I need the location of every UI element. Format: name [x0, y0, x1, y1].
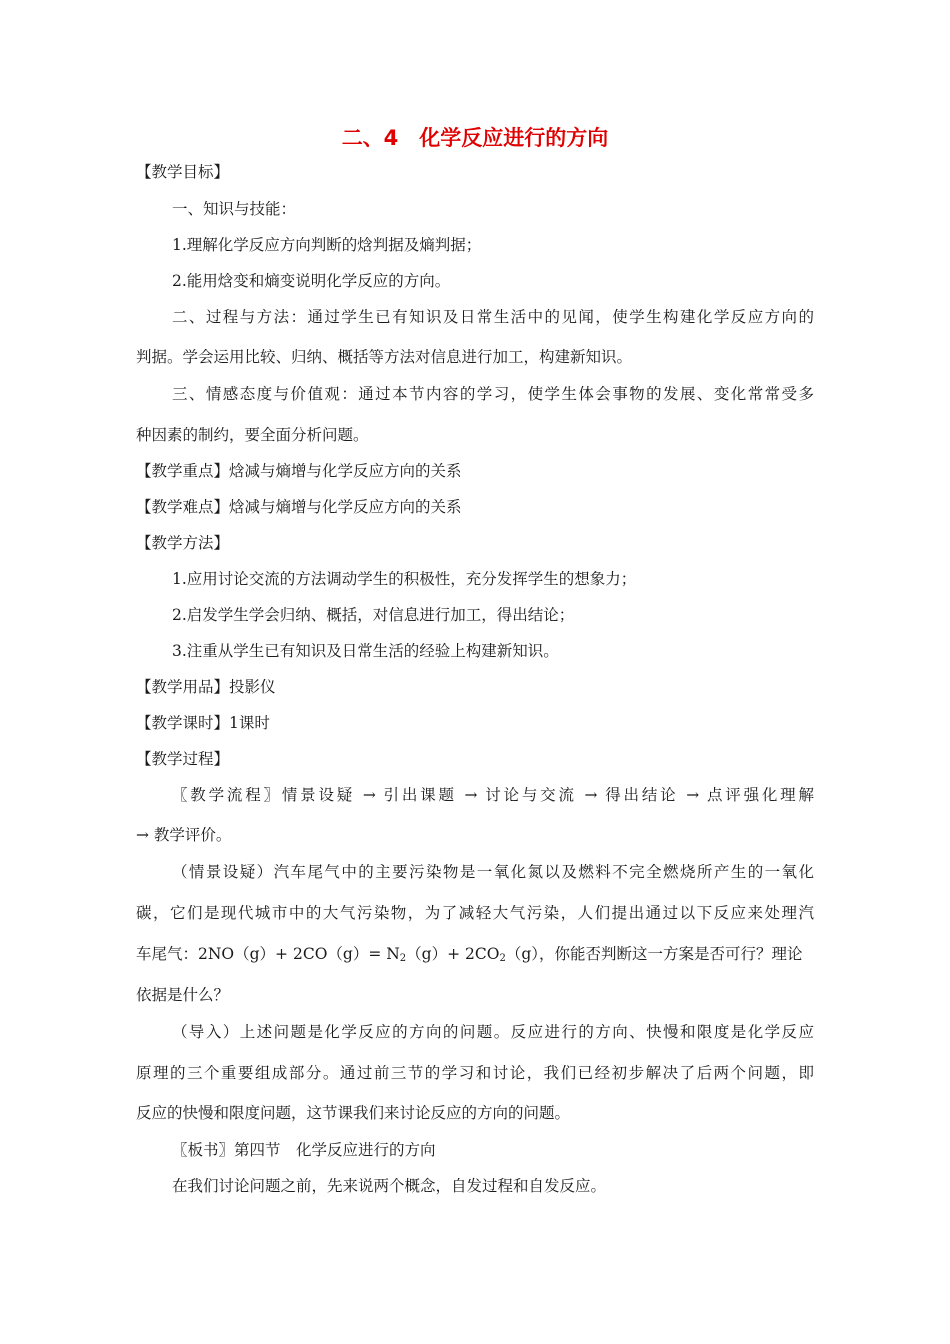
scene-line3 — [136, 943, 816, 970]
method-item3: 3.注重从学生已有知识及日常生活的经验上构建新知识。 — [172, 642, 559, 660]
goal1-item2: 2.能用焓变和熵变说明化学反应的方向。 — [172, 272, 451, 290]
subscript-co2: 2 — [499, 953, 506, 964]
equation-text-2: （g）+ 2CO — [406, 945, 500, 963]
subscript-n2: 2 — [399, 953, 407, 964]
page-title: 二、4 化学反应进行的方向 — [341, 126, 609, 150]
flow-line2: → 教学评价。 — [136, 826, 232, 844]
goals-heading: 【教学目标】 — [136, 163, 230, 181]
method-heading: 【教学方法】 — [136, 534, 230, 552]
scene-line2: 碳，它们是现代城市中的大气污染物，为了减轻大气污染，人们提出通过以下反应来处理汽 — [136, 904, 814, 922]
equation-text-1: 车尾气：2NO（g）+ 2CO（g）= N — [136, 945, 400, 963]
intro-line1: （导入）上述问题是化学反应的方向的问题。反应进行的方向、快慢和限度是化学反应 — [172, 1023, 814, 1041]
goal3-line1: 三、情感态度与价值观：通过本节内容的学习，使学生体会事物的发展、变化常常受多 — [172, 385, 814, 403]
key-point: 【教学重点】焓减与熵增与化学反应方向的关系 — [136, 462, 462, 480]
goal2-line1: 二、过程与方法：通过学生已有知识及日常生活中的见闻，使学生构建化学反应方向的 — [172, 308, 814, 326]
intro-line3: 反应的快慢和限度问题，这节课我们来讨论反应的方向的问题。 — [136, 1104, 571, 1122]
goal1-item1: 1.理解化学反应方向判断的焓判据及熵判据； — [172, 236, 482, 254]
board-line: 〖板书〗第四节 化学反应进行的方向 — [172, 1141, 436, 1159]
flow-line1: 〖教学流程〗情景设疑 → 引出课题 → 讨论与交流 → 得出结论 → 点评强化理解 — [172, 786, 814, 804]
goal3-line2: 种因素的制约，要全面分析问题。 — [136, 426, 369, 444]
scene-line4: 依据是什么？ — [136, 986, 230, 1004]
process-heading: 【教学过程】 — [136, 750, 230, 768]
tools-line: 【教学用品】投影仪 — [136, 678, 276, 696]
method-item2: 2.启发学生学会归纳、概括，对信息进行加工，得出结论； — [172, 606, 575, 624]
scene-line1: （情景设疑）汽车尾气中的主要污染物是一氧化氮以及燃料不完全燃烧所产生的一氧化 — [172, 863, 814, 881]
difficult-point: 【教学难点】焓减与熵增与化学反应方向的关系 — [136, 498, 462, 516]
intro-line2: 原理的三个重要组成部分。通过前三节的学习和讨论，我们已经初步解决了后两个问题，即 — [136, 1064, 814, 1082]
concept-line: 在我们讨论问题之前，先来说两个概念，自发过程和自发反应。 — [172, 1177, 607, 1195]
hours-line: 【教学课时】1课时 — [136, 714, 270, 732]
goal2-line2: 判据。学会运用比较、归纳、概括等方法对信息进行加工，构建新知识。 — [136, 348, 633, 366]
equation-text-3: （g），你能否判断这一方案是否可行？理论 — [505, 945, 803, 963]
method-item1: 1.应用讨论交流的方法调动学生的积极性，充分发挥学生的想象力； — [172, 570, 637, 588]
goal1-heading: 一、知识与技能： — [172, 200, 297, 218]
